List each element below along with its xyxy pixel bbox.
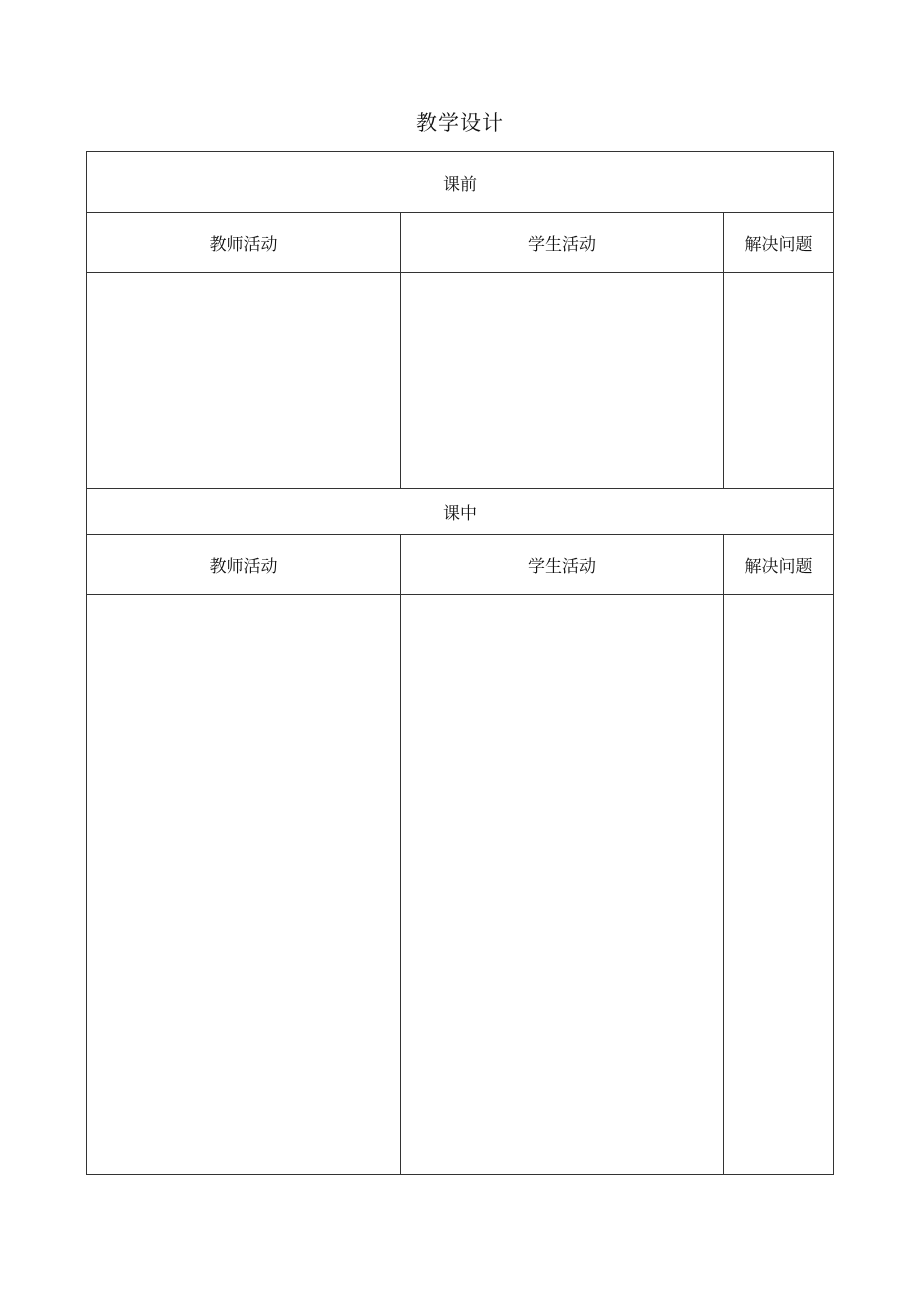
student-activity-cell[interactable] xyxy=(401,273,724,489)
header-teacher-activity: 教师活动 xyxy=(87,213,401,273)
teacher-activity-cell[interactable] xyxy=(87,273,401,489)
teacher-activity-cell[interactable] xyxy=(87,595,401,1175)
header-problem-solved: 解决问题 xyxy=(724,535,834,595)
header-teacher-activity: 教师活动 xyxy=(87,535,401,595)
header-student-activity: 学生活动 xyxy=(401,213,724,273)
problem-solved-cell[interactable] xyxy=(724,273,834,489)
header-problem-solved: 解决问题 xyxy=(724,213,834,273)
student-activity-cell[interactable] xyxy=(401,595,724,1175)
lesson-design-table xyxy=(86,151,834,1175)
content-row-before-class xyxy=(87,273,834,489)
section-label-before-class: 课前 xyxy=(87,152,834,213)
problem-solved-cell[interactable] xyxy=(724,595,834,1175)
header-student-activity: 学生活动 xyxy=(401,535,724,595)
section-row-before-class xyxy=(87,152,834,213)
content-row-in-class xyxy=(87,595,834,1175)
section-row-in-class xyxy=(87,489,834,535)
column-header-row xyxy=(87,535,834,595)
section-label-in-class: 课中 xyxy=(87,489,834,535)
page-title: 教学设计 xyxy=(416,111,504,135)
column-header-row xyxy=(87,213,834,273)
